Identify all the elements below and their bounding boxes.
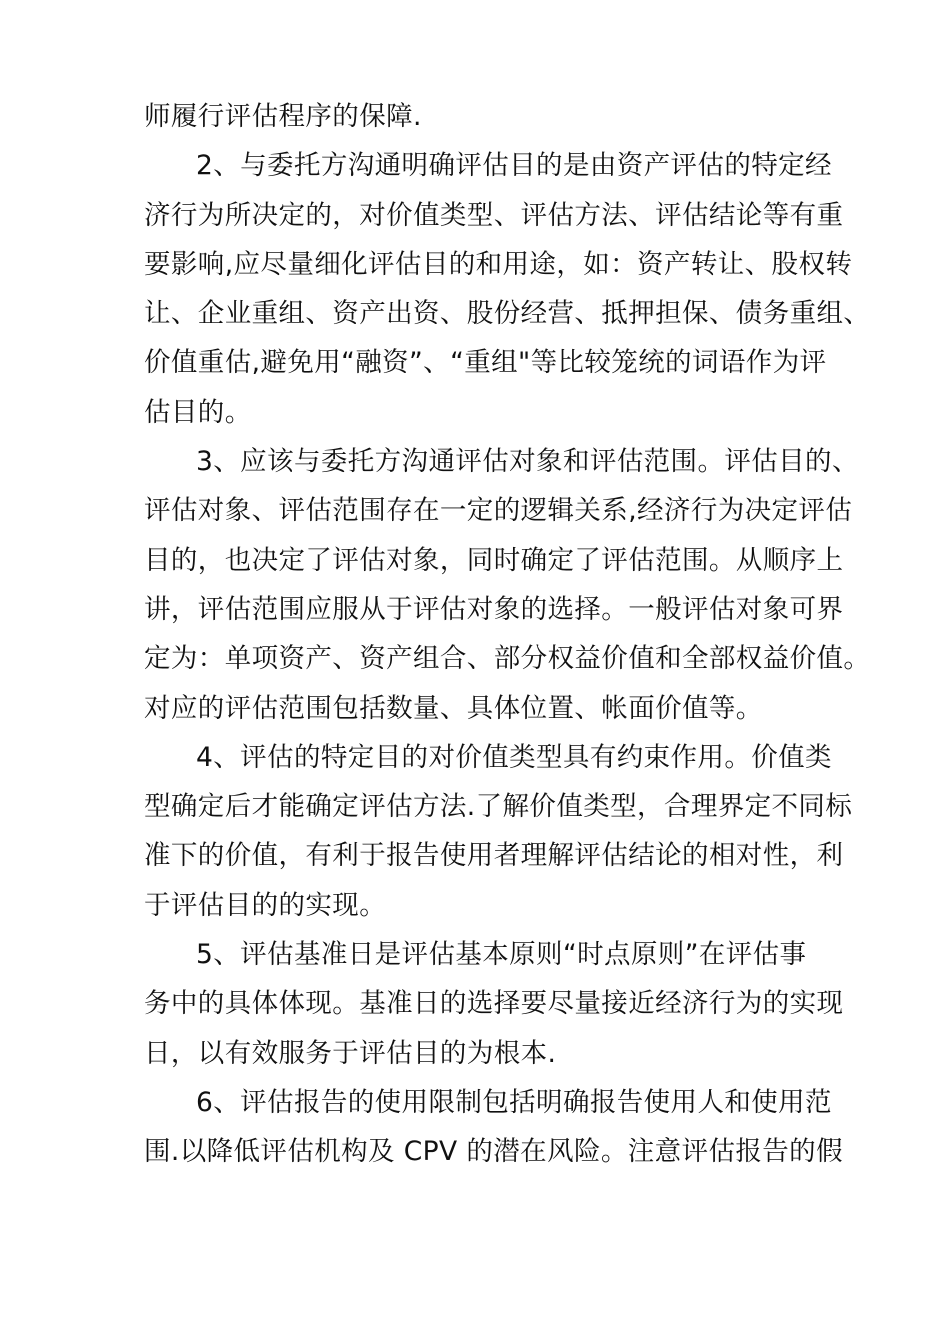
text-line-4: 要影响,应尽量细化评估目的和用途，如：资产转让、股权转 — [144, 248, 853, 280]
text-line-8: 3、应该与委托方沟通评估对象和评估范围。评估目的、 — [196, 446, 859, 478]
text-line-17: 于评估目的的实现。 — [144, 889, 387, 921]
body-text — [144, 92, 871, 1177]
text-line-7: 估目的。 — [144, 396, 252, 428]
text-line-6: 价值重估,避免用“融资”、“重组"等比较笼统的词语作为评 — [144, 347, 827, 379]
text-line-1: 师履行评估程序的保障. — [144, 101, 422, 132]
text-line-5: 让、企业重组、资产出资、股份经营、抵押担保、债务重组、 — [144, 298, 871, 330]
text-line-20: 日，以有效服务于评估目的为根本. — [144, 1037, 557, 1069]
text-line-15: 型确定后才能确定评估方法.了解价值类型，合理界定不同标 — [144, 791, 853, 823]
text-line-3: 济行为所决定的，对价值类型、评估方法、评估结论等有重 — [144, 199, 844, 231]
text-line-16: 准下的价值，有利于报告使用者理解评估结论的相对性，利 — [144, 840, 844, 872]
text-line-18: 5、评估基准日是评估基本原则“时点原则”在评估事 — [196, 939, 807, 971]
text-line-10: 目的，也决定了评估对象，同时确定了评估范围。从顺序上 — [144, 544, 844, 576]
text-line-12: 定为：单项资产、资产组合、部分权益价值和全部权益价值。 — [144, 643, 871, 675]
text-line-13: 对应的评估范围包括数量、具体位置、帐面价值等。 — [144, 692, 763, 724]
text-line-19: 务中的具体体现。基准日的选择要尽量接近经济行为的实现 — [144, 988, 844, 1020]
text-line-14: 4、评估的特定目的对价值类型具有约束作用。价值类 — [196, 741, 832, 773]
text-line-11: 讲，评估范围应服从于评估对象的选择。一般评估对象可界 — [144, 593, 844, 625]
text-line-22: 围.以降低评估机构及 CPV 的潜在风险。注意评估报告的假 — [144, 1136, 843, 1168]
text-line-21: 6、评估报告的使用限制包括明确报告使用人和使用范 — [196, 1086, 832, 1118]
text-line-9: 评估对象、评估范围存在一定的逻辑关系,经济行为决定评估 — [144, 495, 853, 527]
text-line-2: 2、与委托方沟通明确评估目的是由资产评估的特定经 — [196, 150, 832, 182]
